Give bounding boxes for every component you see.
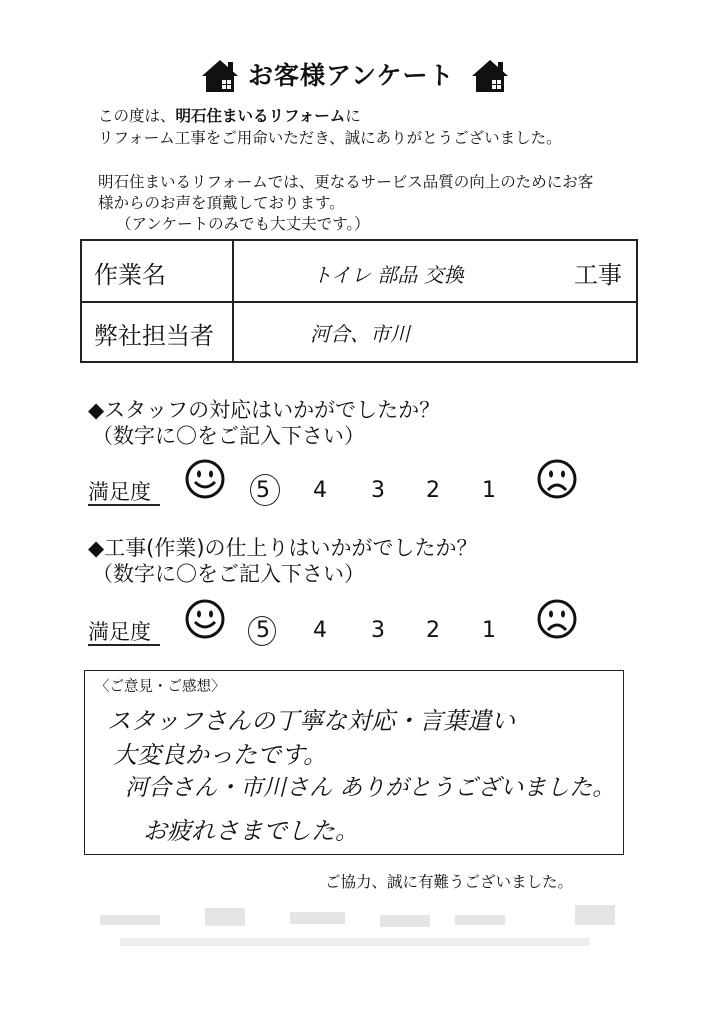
question-2: ◆工事(作業)の仕上りはいかがでしたか？ <box>88 536 478 560</box>
intro-line-5: （アンケートのみでも大丈夫です。） <box>116 215 370 233</box>
satisfaction-label: 満足度 <box>88 480 151 504</box>
staff-label: 弊社担当者 <box>94 322 214 350</box>
staff-row <box>82 302 636 362</box>
faded-footer-mark <box>290 912 345 924</box>
rating-option-4[interactable]: 4 <box>313 478 327 503</box>
smiley-face-icon <box>184 458 226 500</box>
intro-line-3: 明石住まいるリフォームでは、更なるサービス品質の向上のためにお客 <box>98 173 594 191</box>
intro-line-2: リフォーム工事をご用命いただき、誠にありがとうございました。 <box>98 129 562 147</box>
question-2-instruction: （数字に〇をご記入下さい） <box>92 562 365 586</box>
intro-line-4: 様からのお声を頂戴しております。 <box>98 194 345 212</box>
rating-option-3[interactable]: 3 <box>371 618 385 643</box>
info-table <box>80 239 638 363</box>
intro-line-1 <box>98 106 361 127</box>
house-icon <box>470 58 510 94</box>
rating-option-4[interactable]: 4 <box>313 618 327 643</box>
comment-heading: 〈ご意見・ご感想〉 <box>95 679 226 695</box>
satisfaction-label: 満足度 <box>88 620 151 644</box>
faded-footer-mark <box>100 915 160 925</box>
rating-option-1[interactable]: 1 <box>482 618 496 643</box>
work-suffix: 工事 <box>574 261 622 289</box>
survey-title <box>200 52 530 96</box>
work-name-row <box>82 241 636 303</box>
comment-line: お疲れさまでした。 <box>143 817 359 845</box>
faded-footer-mark <box>205 908 245 926</box>
sad-face-icon <box>536 458 578 500</box>
comment-box[interactable] <box>84 670 624 855</box>
rating-option-2[interactable]: 2 <box>426 478 440 503</box>
staff-value[interactable]: 河合、市川 <box>310 322 410 346</box>
comment-line: 河合さん・市川さん ありがとうございました。 <box>125 775 616 801</box>
work-name-value[interactable]: トイレ 部品 交換 <box>312 263 464 287</box>
faded-footer-mark <box>575 905 615 925</box>
question-1-instruction: （数字に〇をご記入下さい） <box>92 424 365 448</box>
rating-option-1[interactable]: 1 <box>482 478 496 503</box>
rating-2 <box>88 596 588 656</box>
rating-1 <box>88 456 588 516</box>
rating-option-5[interactable]: 5 <box>256 478 270 503</box>
question-1: ◆スタッフの対応はいかがでしたか？ <box>88 398 441 422</box>
comment-line: スタッフさんの丁寧な対応・言葉遣い <box>107 707 515 735</box>
faded-footer-mark <box>380 915 430 927</box>
label-underline <box>88 504 160 506</box>
label-underline <box>88 644 160 646</box>
intro-text: この度は、 <box>98 107 176 125</box>
work-name-label: 作業名 <box>94 261 166 289</box>
sad-face-icon <box>536 598 578 640</box>
rating-option-3[interactable]: 3 <box>371 478 385 503</box>
closing-message: ご協力、誠に有難うございました。 <box>325 873 574 891</box>
faded-footer-mark <box>120 938 590 946</box>
rating-option-5[interactable]: 5 <box>256 618 270 643</box>
comment-line: 大変良かったです。 <box>113 741 328 769</box>
smiley-face-icon <box>184 598 226 640</box>
intro-text: に <box>345 107 361 125</box>
house-icon <box>200 58 240 94</box>
faded-footer-mark <box>455 915 505 925</box>
rating-option-2[interactable]: 2 <box>426 618 440 643</box>
page-title: お客様アンケート <box>248 61 455 90</box>
company-name: 明石住まいるリフォーム <box>175 107 346 125</box>
